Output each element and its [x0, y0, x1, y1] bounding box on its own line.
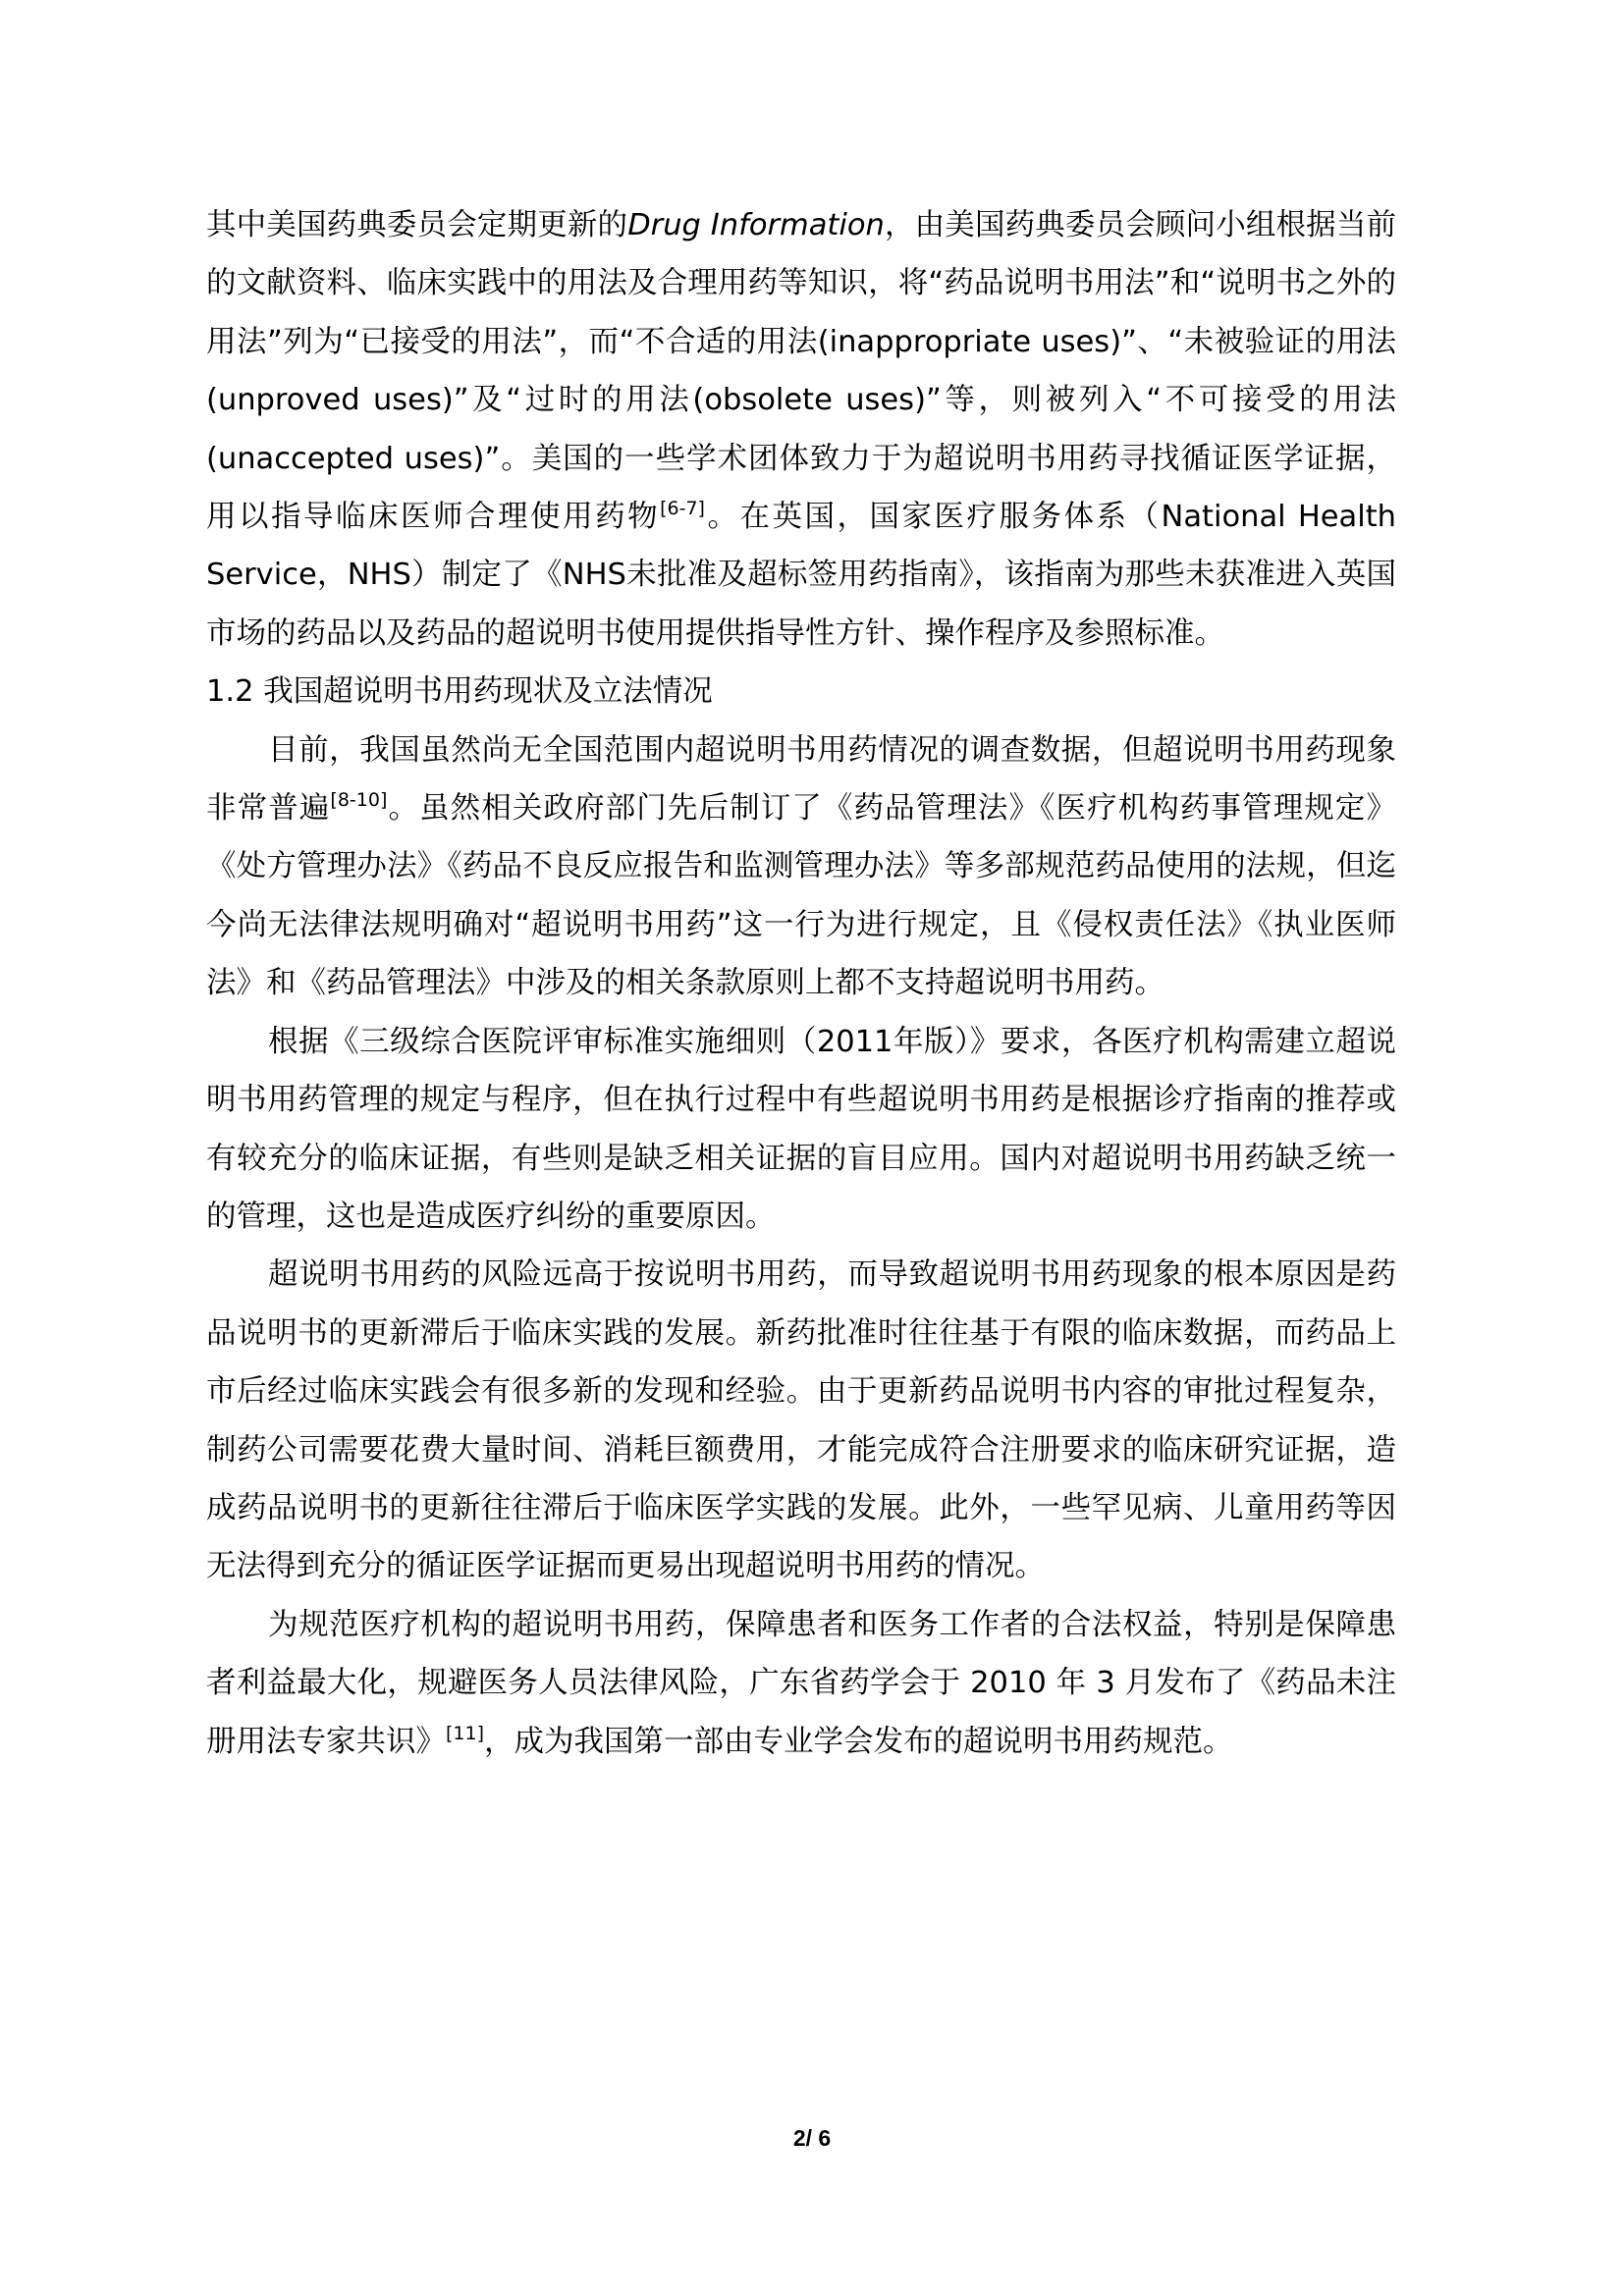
text-run: 为规范医疗机构的超说明书用药，保障患者和医务工作者的合法权益，特别是保障患者利益最大化，规避医务人员法律风险，广东省药学会于 2010 年 3 月发布了《药品未注册用法专家共识》: [206, 1607, 1396, 1759]
text-run: 。在英国，国家医疗服务体系（National Health Service，NHS）制定了《NHS未批准及超标签用药指南》，该指南为那些未获准进入英国市场的药品以及药品的超说明书使用提供指导性方针、操作程序及参照标准。: [206, 500, 1396, 651]
paragraph-us-drug-information: [206, 196, 1396, 663]
document-body: [206, 196, 1396, 1771]
paragraph-hospital-standard: 根据《三级综合医院评审标准实施细则（2011年版）》要求，各医疗机构需建立超说明书用药管理的规定与程序，但在执行过程中有些超说明书用药是根据诊疗指南的推荐或有较充分的临床证据，有些则是缺乏相关证据的盲目应用。国内对超说明书用药缺乏统一的管理，这也是造成医疗纠纷的重要原因。: [206, 1024, 1396, 1234]
text-run: ，由美国药典委员会顾问小组根据当前的文献资料、临床实践中的用法及合理用药等知识，将“药品说明书用法”和“说明书之外的用法”列为“已接受的用法”，而“不合适的用法(inappropriate uses)”、“未被验证的用法(unproved uses)”及“过时的用法(obsolete uses)”等，则被列入“不可接受的用法(unaccepted uses)”。美国的一些学术团体致力于为超说明书用药寻找循证医学证据，用以指导临床医师合理使用药物: [206, 208, 1396, 535]
section-heading: 1.2 我国超说明书用药现状及立法情况: [206, 674, 713, 710]
citation-ref: [8-10]: [330, 789, 388, 812]
text-run: ，成为我国第一部由专业学会发布的超说明书用药规范。: [484, 1724, 1233, 1759]
paragraph-risk-cause: 超说明书用药的风险远高于按说明书用药，而导致超说明书用药现象的根本原因是药品说明书的更新滞后于临床实践的发展。新药批准时往往基于有限的临床数据，而药品上市后经过临床实践会有很多新的发现和经验。由于更新药品说明书内容的审批过程复杂，制药公司需要花费大量时间、消耗巨额费用，才能完成符合注册要求的临床研究证据，造成药品说明书的更新往往滞后于临床医学实践的发展。此外，一些罕见病、儿童用药等因无法得到充分的循证医学证据而更易出现超说明书用药的情况。: [206, 1257, 1396, 1584]
drug-information-title: Drug Information: [627, 208, 885, 242]
text-run: 目前，我国虽然尚无全国范围内超说明书用药情况的调查数据，但超说明书用药现象非常普遍: [206, 732, 1396, 827]
paragraph-guangdong-consensus: [206, 1596, 1396, 1771]
citation-ref: [6-7]: [660, 498, 705, 520]
text-run: 。虽然相关政府部门先后制订了《药品管理法》《医疗机构药事管理规定》《处方管理办法》《药品不良反应报告和监测管理办法》等多部规范药品使用的法规，但迄今尚无法律法规明确对“超说明书用药”这一行为进行规定，且《侵权责任法》《执业医师法》和《药品管理法》中涉及的相关条款原则上都不支持超说明书用药。: [206, 791, 1397, 1001]
text-run: 其中美国药典委员会定期更新的: [206, 208, 628, 242]
citation-ref: [11]: [446, 1722, 485, 1744]
page-number: 2/ 6: [792, 2125, 832, 2151]
paragraph-china-status: [206, 721, 1396, 1013]
